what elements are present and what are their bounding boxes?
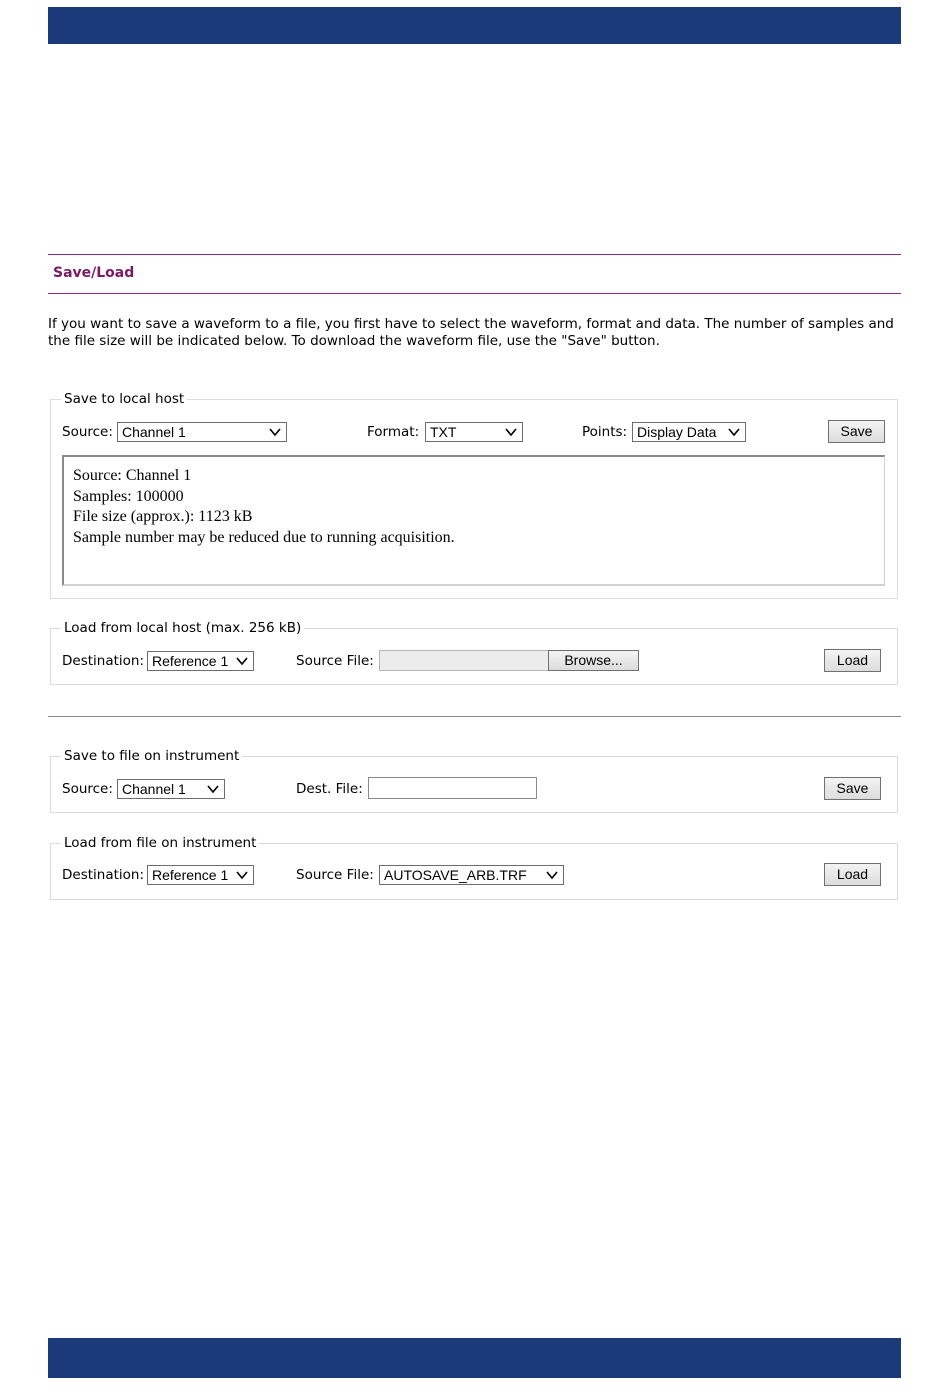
load-local-source-file-label: Source File: (296, 653, 374, 669)
section-separator (48, 716, 901, 717)
instrument-source-file-value: AUTOSAVE_ARB.TRF (384, 867, 527, 883)
load-instrument-button[interactable]: Load (824, 863, 881, 886)
load-instrument-source-file-label: Source File: (296, 867, 374, 883)
header-bar (48, 7, 901, 44)
save-local-source-label: Source: (62, 424, 113, 440)
points-value: Display Data (637, 424, 717, 440)
load-instrument-destination-label: Destination: (62, 867, 145, 883)
load-local-button[interactable]: Load (824, 649, 881, 672)
save-local-source-select[interactable] (117, 422, 287, 442)
intro-text: If you want to save a waveform to a file, you first have to select the waveform, format and data. The number of samples and the file size will be indicated below. To download the waveform file, use the "Save" button. (48, 316, 894, 349)
dest-file-label: Dest. File: (296, 781, 363, 797)
chevron-down-icon (235, 868, 249, 882)
info-line-file-size: File size (approx.): 1123 kB (73, 508, 253, 525)
points-select[interactable] (632, 422, 746, 442)
load-instrument-legend: Load from file on instrument (64, 835, 257, 851)
chevron-down-icon (504, 425, 518, 439)
save-instrument-source-select[interactable] (117, 779, 225, 799)
chevron-down-icon (727, 425, 741, 439)
save-local-source-value: Channel 1 (122, 424, 186, 440)
format-label: Format: (367, 424, 420, 440)
load-local-destination-label: Destination: (62, 653, 145, 669)
save-instrument-button[interactable]: Save (824, 777, 881, 800)
points-label: Points: (582, 424, 628, 440)
load-instrument-destination-select[interactable] (147, 865, 254, 885)
local-file-path-field[interactable] (379, 650, 549, 671)
save-local-legend: Save to local host (64, 391, 185, 407)
section-rule-top (48, 254, 901, 255)
save-instrument-source-label: Source: (62, 781, 113, 797)
info-line-samples: Samples: 100000 (73, 487, 184, 505)
load-local-destination-select[interactable] (147, 651, 254, 671)
format-value: TXT (430, 424, 457, 440)
waveform-info-box[interactable] (62, 455, 885, 586)
chevron-down-icon (206, 782, 220, 796)
info-line-note: Sample number may be reduced due to running acquisition. (73, 528, 455, 546)
save-instrument-source-value: Channel 1 (122, 781, 186, 797)
chevron-down-icon (268, 425, 282, 439)
dest-file-input[interactable] (368, 777, 537, 799)
section-title: Save/Load (53, 265, 135, 281)
save-local-button[interactable]: Save (828, 420, 885, 443)
instrument-source-file-select[interactable] (379, 865, 564, 885)
chevron-down-icon (235, 654, 249, 668)
load-local-legend: Load from local host (max. 256 kB) (64, 620, 302, 636)
save-instrument-legend: Save to file on instrument (64, 748, 240, 764)
section-rule-bottom (48, 293, 901, 294)
footer-bar (48, 1338, 901, 1378)
format-select[interactable] (425, 422, 523, 442)
browse-button[interactable]: Browse... (548, 650, 639, 671)
chevron-down-icon (545, 868, 559, 882)
load-local-destination-value: Reference 1 (152, 653, 229, 669)
load-instrument-destination-value: Reference 1 (152, 867, 229, 883)
info-line-source: Source: Channel 1 (73, 467, 192, 484)
